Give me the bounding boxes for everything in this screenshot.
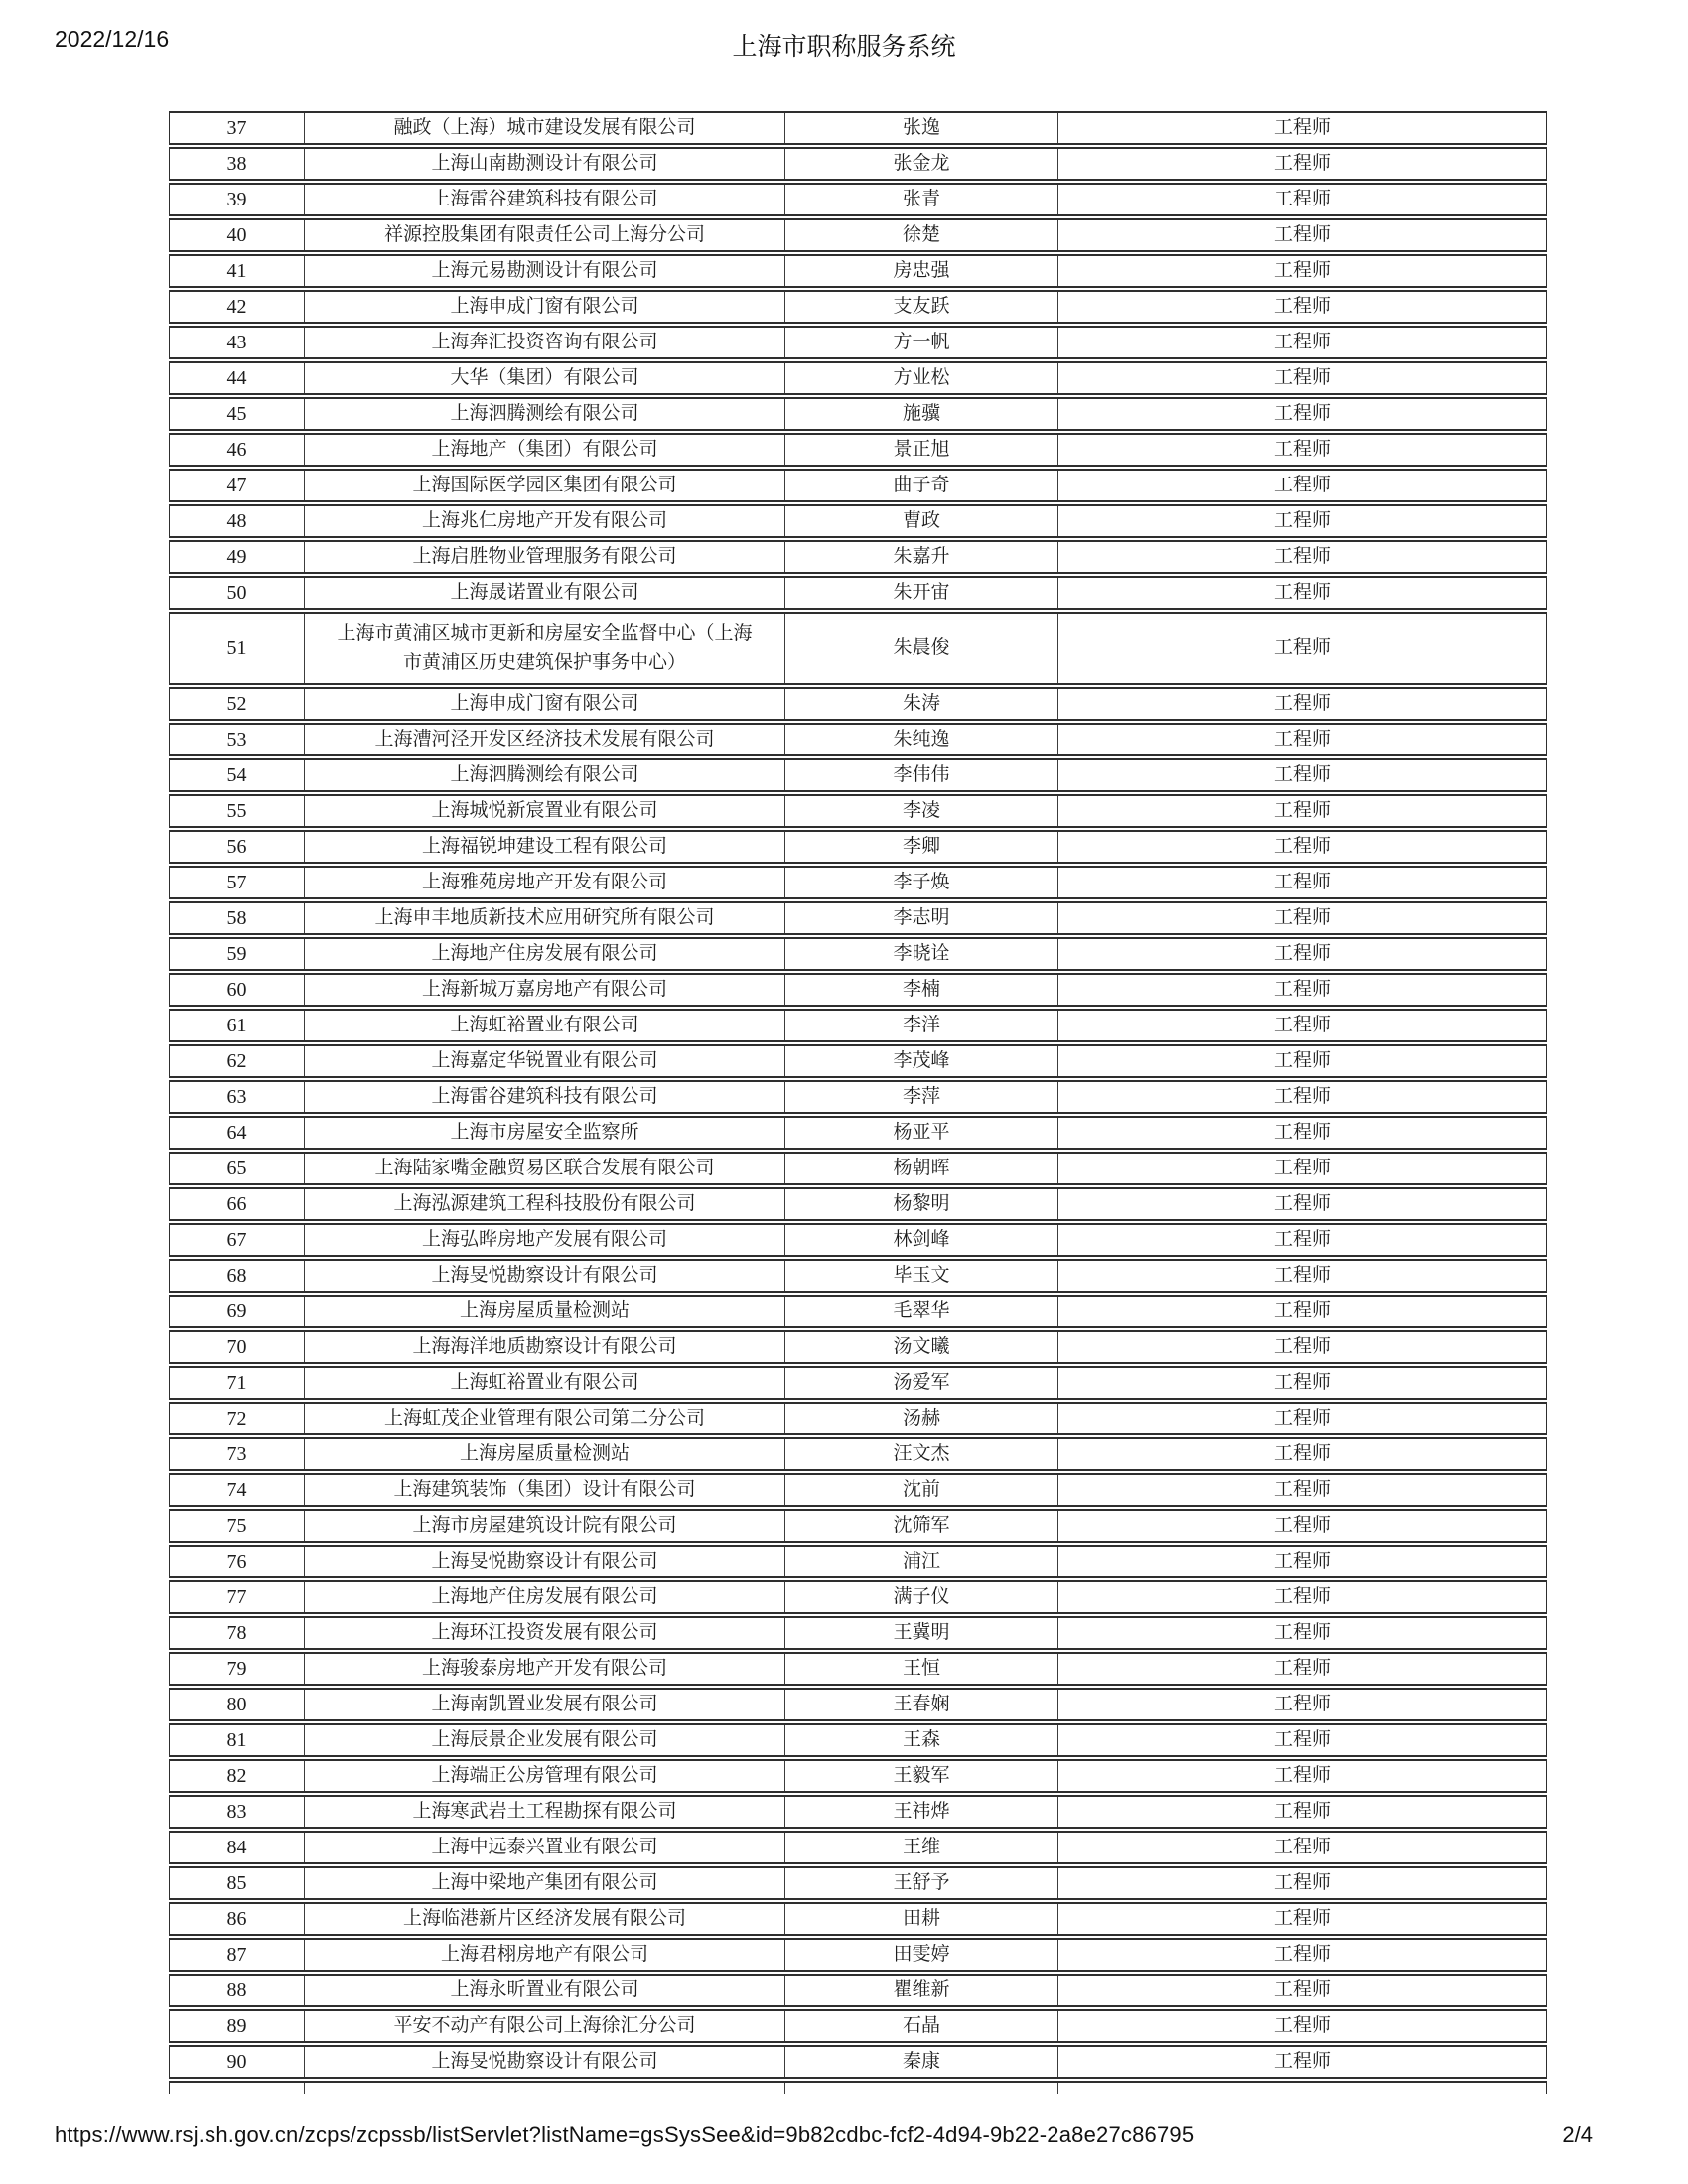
table-row bbox=[169, 2045, 1547, 2079]
row-number-cell: 71 bbox=[170, 1368, 305, 1398]
title-cell: 工程师 bbox=[1273, 367, 1331, 389]
row-number-cell: 54 bbox=[170, 760, 305, 790]
title-cell: 工程师 bbox=[1273, 1694, 1331, 1715]
table-row bbox=[169, 937, 1547, 971]
title-cell: 工程师 bbox=[1273, 1408, 1331, 1430]
titles-table bbox=[169, 111, 1547, 2094]
title-cell: 工程师 bbox=[1273, 2015, 1331, 2037]
title-cell: 工程师 bbox=[1273, 1551, 1331, 1572]
title-cell: 工程师 bbox=[1273, 475, 1331, 496]
company-cell: 上海环江投资发展有限公司 bbox=[305, 1618, 785, 1648]
company-cell: 上海申成门窗有限公司 bbox=[305, 292, 785, 322]
row-number-cell: 60 bbox=[170, 975, 305, 1005]
company-cell: 大华（集团）有限公司 bbox=[305, 363, 785, 393]
table-row bbox=[169, 794, 1547, 828]
name-cell: 王森 bbox=[785, 1725, 1058, 1755]
title-cell: 工程师 bbox=[1273, 582, 1331, 604]
company-cell: 上海漕河泾开发区经济技术发展有限公司 bbox=[305, 725, 785, 754]
title-cell: 工程师 bbox=[1273, 1729, 1331, 1751]
row-number-cell: 43 bbox=[170, 328, 305, 357]
company-cell: 上海申丰地质新技术应用研究所有限公司 bbox=[305, 903, 785, 933]
table-row bbox=[169, 1366, 1547, 1400]
title-cell: 工程师 bbox=[1273, 729, 1331, 751]
title-cell: 工程师 bbox=[1273, 1265, 1331, 1287]
row-number-cell: 57 bbox=[170, 868, 305, 897]
company-cell: 上海新城万嘉房地产有限公司 bbox=[305, 975, 785, 1005]
row-number-cell: 55 bbox=[170, 796, 305, 826]
row-number-cell: 61 bbox=[170, 1011, 305, 1040]
name-cell: 李茂峰 bbox=[785, 1046, 1058, 1076]
name-cell: 施骥 bbox=[785, 399, 1058, 429]
company-cell: 上海虹裕置业有限公司 bbox=[305, 1368, 785, 1398]
title-cell: 工程师 bbox=[1273, 907, 1331, 929]
name-cell: 林剑峰 bbox=[785, 1225, 1058, 1255]
name-cell: 曹政 bbox=[785, 506, 1058, 536]
table-row bbox=[169, 758, 1547, 792]
company-cell: 上海建筑装饰（集团）设计有限公司 bbox=[305, 1475, 785, 1505]
name-cell: 李凌 bbox=[785, 796, 1058, 826]
row-number-cell: 62 bbox=[170, 1046, 305, 1076]
empty-cell bbox=[785, 2083, 1058, 2094]
company-cell: 上海雷谷建筑科技有限公司 bbox=[305, 185, 785, 214]
row-number-cell: 79 bbox=[170, 1654, 305, 1684]
name-cell: 景正旭 bbox=[785, 435, 1058, 465]
name-cell: 张金龙 bbox=[785, 149, 1058, 179]
table-row bbox=[169, 1044, 1547, 1078]
company-cell: 上海地产住房发展有限公司 bbox=[305, 1582, 785, 1612]
empty-cell bbox=[1058, 2083, 1546, 2094]
company-cell: 上海雷谷建筑科技有限公司 bbox=[305, 1082, 785, 1112]
name-cell: 田耕 bbox=[785, 1904, 1058, 1934]
row-number-cell: 46 bbox=[170, 435, 305, 465]
name-cell: 杨朝晖 bbox=[785, 1154, 1058, 1183]
company-cell: 上海启胜物业管理服务有限公司 bbox=[305, 542, 785, 572]
company-cell: 上海晟诺置业有限公司 bbox=[305, 578, 785, 608]
name-cell: 方业松 bbox=[785, 363, 1058, 393]
name-cell: 汤文曦 bbox=[785, 1332, 1058, 1362]
name-cell: 毛翠华 bbox=[785, 1297, 1058, 1326]
table-row bbox=[169, 1509, 1547, 1543]
title-cell: 工程师 bbox=[1273, 189, 1331, 210]
name-cell: 朱开宙 bbox=[785, 578, 1058, 608]
company-cell: 上海兆仁房地产开发有限公司 bbox=[305, 506, 785, 536]
table-row bbox=[169, 1473, 1547, 1507]
row-number-cell: 64 bbox=[170, 1118, 305, 1148]
row-number-cell: 77 bbox=[170, 1582, 305, 1612]
company-cell: 上海陆家嘴金融贸易区联合发展有限公司 bbox=[305, 1154, 785, 1183]
title-cell: 工程师 bbox=[1273, 1122, 1331, 1144]
title-cell: 工程师 bbox=[1273, 2051, 1331, 2073]
row-number-cell: 87 bbox=[170, 1940, 305, 1970]
company-cell: 上海骏泰房地产开发有限公司 bbox=[305, 1654, 785, 1684]
table-row bbox=[169, 1259, 1547, 1293]
table-row bbox=[169, 1866, 1547, 1900]
company-cell: 上海嘉定华锐置业有限公司 bbox=[305, 1046, 785, 1076]
table-row bbox=[169, 1330, 1547, 1364]
table-row bbox=[169, 1759, 1547, 1793]
company-cell: 上海辰景企业发展有限公司 bbox=[305, 1725, 785, 1755]
table-row bbox=[169, 433, 1547, 467]
company-cell: 上海地产住房发展有限公司 bbox=[305, 939, 785, 969]
table-row bbox=[169, 2009, 1547, 2043]
company-cell: 上海雅苑房地产开发有限公司 bbox=[305, 868, 785, 897]
title-cell: 工程师 bbox=[1273, 1944, 1331, 1966]
title-cell: 工程师 bbox=[1273, 1765, 1331, 1787]
company-cell: 上海泗腾测绘有限公司 bbox=[305, 760, 785, 790]
row-number-cell: 56 bbox=[170, 832, 305, 862]
page-number: 2/4 bbox=[1562, 2122, 1593, 2147]
title-cell: 工程师 bbox=[1273, 836, 1331, 858]
company-cell: 上海旻悦勘察设计有限公司 bbox=[305, 1261, 785, 1291]
table-row bbox=[169, 1795, 1547, 1829]
company-cell: 上海市房屋安全监察所 bbox=[305, 1118, 785, 1148]
row-number-cell: 40 bbox=[170, 220, 305, 250]
title-cell: 工程师 bbox=[1273, 1908, 1331, 1930]
name-cell: 王维 bbox=[785, 1833, 1058, 1862]
title-cell: 工程师 bbox=[1273, 1479, 1331, 1501]
name-cell: 杨亚平 bbox=[785, 1118, 1058, 1148]
title-cell: 工程师 bbox=[1273, 403, 1331, 425]
company-cell: 上海旻悦勘察设计有限公司 bbox=[305, 2047, 785, 2077]
name-cell: 李志明 bbox=[785, 903, 1058, 933]
table-row bbox=[169, 397, 1547, 431]
company-cell: 上海君栩房地产有限公司 bbox=[305, 1940, 785, 1970]
name-cell: 李卿 bbox=[785, 832, 1058, 862]
company-cell: 上海福锐坤建设工程有限公司 bbox=[305, 832, 785, 862]
table-row bbox=[169, 1402, 1547, 1435]
title-cell: 工程师 bbox=[1273, 1837, 1331, 1858]
row-number-cell: 90 bbox=[170, 2047, 305, 2077]
title-cell: 工程师 bbox=[1273, 1872, 1331, 1894]
title-cell: 工程师 bbox=[1273, 153, 1331, 175]
row-number-cell: 45 bbox=[170, 399, 305, 429]
table-row bbox=[169, 290, 1547, 324]
row-number-cell: 70 bbox=[170, 1332, 305, 1362]
table-row bbox=[169, 687, 1547, 721]
name-cell: 王祎烨 bbox=[785, 1797, 1058, 1827]
row-number-cell: 88 bbox=[170, 1976, 305, 2005]
title-cell: 工程师 bbox=[1273, 637, 1331, 659]
company-cell: 上海永昕置业有限公司 bbox=[305, 1976, 785, 2005]
table-row bbox=[169, 1652, 1547, 1686]
title-cell: 工程师 bbox=[1273, 546, 1331, 568]
title-cell: 工程师 bbox=[1273, 1443, 1331, 1465]
table-row bbox=[169, 1831, 1547, 1864]
title-cell: 工程师 bbox=[1273, 943, 1331, 965]
row-number-cell: 41 bbox=[170, 256, 305, 286]
title-cell: 工程师 bbox=[1273, 332, 1331, 353]
row-number-cell: 52 bbox=[170, 689, 305, 719]
empty-cell bbox=[305, 2083, 785, 2094]
row-number-cell: 67 bbox=[170, 1225, 305, 1255]
name-cell: 朱晨俊 bbox=[785, 614, 1058, 683]
table-row bbox=[169, 218, 1547, 252]
row-number-cell: 39 bbox=[170, 185, 305, 214]
company-cell: 上海国际医学园区集团有限公司 bbox=[305, 471, 785, 500]
company-cell: 上海虹茂企业管理有限公司第二分公司 bbox=[305, 1404, 785, 1433]
row-number-cell: 51 bbox=[170, 614, 305, 683]
name-cell: 李伟伟 bbox=[785, 760, 1058, 790]
print-header-date: 2022/12/16 bbox=[55, 26, 170, 52]
table-row bbox=[169, 612, 1547, 685]
title-cell: 工程师 bbox=[1273, 1586, 1331, 1608]
title-cell: 工程师 bbox=[1273, 1300, 1331, 1322]
table-row bbox=[169, 1116, 1547, 1150]
name-cell: 沈前 bbox=[785, 1475, 1058, 1505]
title-cell: 工程师 bbox=[1273, 1372, 1331, 1394]
table-row bbox=[169, 1616, 1547, 1650]
title-cell: 工程师 bbox=[1273, 1158, 1331, 1179]
title-cell: 工程师 bbox=[1273, 296, 1331, 318]
company-cell: 上海泓源建筑工程科技股份有限公司 bbox=[305, 1189, 785, 1219]
title-cell: 工程师 bbox=[1273, 1979, 1331, 2001]
company-cell: 上海山南勘测设计有限公司 bbox=[305, 149, 785, 179]
row-number-cell: 89 bbox=[170, 2011, 305, 2041]
title-cell: 工程师 bbox=[1273, 510, 1331, 532]
row-number-cell: 84 bbox=[170, 1833, 305, 1862]
row-number-cell: 44 bbox=[170, 363, 305, 393]
table-row bbox=[169, 1723, 1547, 1757]
name-cell: 沈筛军 bbox=[785, 1511, 1058, 1541]
row-number-cell: 58 bbox=[170, 903, 305, 933]
table-row bbox=[169, 326, 1547, 359]
row-number-cell: 85 bbox=[170, 1868, 305, 1898]
company-cell: 上海房屋质量检测站 bbox=[305, 1297, 785, 1326]
company-cell: 上海寒武岩土工程勘探有限公司 bbox=[305, 1797, 785, 1827]
name-cell: 浦江 bbox=[785, 1547, 1058, 1576]
name-cell: 徐楚 bbox=[785, 220, 1058, 250]
name-cell: 杨黎明 bbox=[785, 1189, 1058, 1219]
name-cell: 石晶 bbox=[785, 2011, 1058, 2041]
row-number-cell: 59 bbox=[170, 939, 305, 969]
row-number-cell: 80 bbox=[170, 1690, 305, 1719]
table-row bbox=[169, 1437, 1547, 1471]
company-cell: 上海虹裕置业有限公司 bbox=[305, 1011, 785, 1040]
row-number-cell: 72 bbox=[170, 1404, 305, 1433]
table-row bbox=[169, 1902, 1547, 1936]
title-cell: 工程师 bbox=[1273, 1622, 1331, 1644]
row-number-cell: 73 bbox=[170, 1439, 305, 1469]
name-cell: 李晓诠 bbox=[785, 939, 1058, 969]
table-row bbox=[169, 1009, 1547, 1042]
table-row bbox=[169, 254, 1547, 288]
company-cell: 祥源控股集团有限责任公司上海分公司 bbox=[305, 220, 785, 250]
table-row bbox=[169, 866, 1547, 899]
table-row bbox=[169, 1580, 1547, 1614]
row-number-cell: 75 bbox=[170, 1511, 305, 1541]
row-number-cell: 86 bbox=[170, 1904, 305, 1934]
company-cell: 上海临港新片区经济发展有限公司 bbox=[305, 1904, 785, 1934]
company-cell: 上海城悦新宸置业有限公司 bbox=[305, 796, 785, 826]
title-cell: 工程师 bbox=[1273, 979, 1331, 1001]
row-number-cell: 53 bbox=[170, 725, 305, 754]
row-number-cell: 65 bbox=[170, 1154, 305, 1183]
row-number-cell: 76 bbox=[170, 1547, 305, 1576]
name-cell: 汪文杰 bbox=[785, 1439, 1058, 1469]
table-row bbox=[169, 504, 1547, 538]
name-cell: 王毅军 bbox=[785, 1761, 1058, 1791]
table-row bbox=[169, 1187, 1547, 1221]
row-number-cell: 66 bbox=[170, 1189, 305, 1219]
title-cell: 工程师 bbox=[1273, 1015, 1331, 1036]
title-cell: 工程师 bbox=[1273, 693, 1331, 715]
company-cell: 上海市黄浦区城市更新和房屋安全监督中心（上海市黄浦区历史建筑保护事务中心） bbox=[305, 614, 785, 683]
name-cell: 毕玉文 bbox=[785, 1261, 1058, 1291]
row-number-cell: 50 bbox=[170, 578, 305, 608]
table-row bbox=[169, 1295, 1547, 1328]
table-row bbox=[169, 1223, 1547, 1257]
name-cell: 李洋 bbox=[785, 1011, 1058, 1040]
name-cell: 支友跃 bbox=[785, 292, 1058, 322]
title-cell: 工程师 bbox=[1273, 117, 1331, 139]
title-cell: 工程师 bbox=[1273, 1336, 1331, 1358]
company-cell: 上海南凯置业发展有限公司 bbox=[305, 1690, 785, 1719]
title-cell: 工程师 bbox=[1273, 1086, 1331, 1108]
name-cell: 王冀明 bbox=[785, 1618, 1058, 1648]
table-row bbox=[169, 111, 1547, 145]
row-number-cell: 69 bbox=[170, 1297, 305, 1326]
table-row bbox=[169, 361, 1547, 395]
name-cell: 房忠强 bbox=[785, 256, 1058, 286]
row-number-cell: 78 bbox=[170, 1618, 305, 1648]
row-number-cell: 47 bbox=[170, 471, 305, 500]
name-cell: 汤赫 bbox=[785, 1404, 1058, 1433]
empty-cell bbox=[170, 2083, 305, 2094]
title-cell: 工程师 bbox=[1273, 224, 1331, 246]
title-cell: 工程师 bbox=[1273, 1515, 1331, 1537]
title-cell: 工程师 bbox=[1273, 1050, 1331, 1072]
company-cell: 上海泗腾测绘有限公司 bbox=[305, 399, 785, 429]
title-cell: 工程师 bbox=[1273, 1801, 1331, 1823]
title-cell: 工程师 bbox=[1273, 764, 1331, 786]
title-cell: 工程师 bbox=[1273, 872, 1331, 893]
table-row bbox=[169, 1152, 1547, 1185]
name-cell: 瞿维新 bbox=[785, 1976, 1058, 2005]
table-row bbox=[169, 469, 1547, 502]
name-cell: 汤爱军 bbox=[785, 1368, 1058, 1398]
name-cell: 张逸 bbox=[785, 113, 1058, 143]
row-number-cell: 38 bbox=[170, 149, 305, 179]
name-cell: 秦康 bbox=[785, 2047, 1058, 2077]
name-cell: 张青 bbox=[785, 185, 1058, 214]
name-cell: 李萍 bbox=[785, 1082, 1058, 1112]
row-number-cell: 63 bbox=[170, 1082, 305, 1112]
table-row bbox=[169, 540, 1547, 574]
table-row bbox=[169, 723, 1547, 756]
company-cell: 上海奔汇投资咨询有限公司 bbox=[305, 328, 785, 357]
row-number-cell: 68 bbox=[170, 1261, 305, 1291]
company-cell: 平安不动产有限公司上海徐汇分公司 bbox=[305, 2011, 785, 2041]
table-row bbox=[169, 1080, 1547, 1114]
name-cell: 方一帆 bbox=[785, 328, 1058, 357]
company-cell: 上海海洋地质勘察设计有限公司 bbox=[305, 1332, 785, 1362]
name-cell: 李子焕 bbox=[785, 868, 1058, 897]
company-cell: 上海旻悦勘察设计有限公司 bbox=[305, 1547, 785, 1576]
row-number-cell: 42 bbox=[170, 292, 305, 322]
table-row bbox=[169, 1938, 1547, 1972]
name-cell: 曲子奇 bbox=[785, 471, 1058, 500]
row-number-cell: 82 bbox=[170, 1761, 305, 1791]
table-row bbox=[169, 1545, 1547, 1578]
row-number-cell: 37 bbox=[170, 113, 305, 143]
table-row bbox=[169, 1688, 1547, 1721]
row-number-cell: 74 bbox=[170, 1475, 305, 1505]
table-row bbox=[169, 147, 1547, 181]
company-cell: 上海房屋质量检测站 bbox=[305, 1439, 785, 1469]
row-number-cell: 81 bbox=[170, 1725, 305, 1755]
page-title: 上海市职称服务系统 bbox=[732, 33, 956, 61]
name-cell: 李楠 bbox=[785, 975, 1058, 1005]
company-cell: 上海元易勘测设计有限公司 bbox=[305, 256, 785, 286]
table-row bbox=[169, 576, 1547, 610]
name-cell: 朱嘉升 bbox=[785, 542, 1058, 572]
name-cell: 王舒予 bbox=[785, 1868, 1058, 1898]
table-row bbox=[169, 973, 1547, 1007]
company-cell: 上海申成门窗有限公司 bbox=[305, 689, 785, 719]
company-cell: 上海中梁地产集团有限公司 bbox=[305, 1868, 785, 1898]
company-cell: 上海弘晔房地产发展有限公司 bbox=[305, 1225, 785, 1255]
name-cell: 朱涛 bbox=[785, 689, 1058, 719]
print-footer-url: https://www.rsj.sh.gov.cn/zcps/zcpssb/listServlet?listName=gsSysSee&id=9b82cdbc-fcf2-4d94-9b22-2a8e27c86795 bbox=[55, 2122, 1195, 2147]
title-cell: 工程师 bbox=[1273, 439, 1331, 461]
title-cell: 工程师 bbox=[1273, 1229, 1331, 1251]
company-cell: 上海市房屋建筑设计院有限公司 bbox=[305, 1511, 785, 1541]
company-cell: 上海端正公房管理有限公司 bbox=[305, 1761, 785, 1791]
title-cell: 工程师 bbox=[1273, 260, 1331, 282]
table-row bbox=[169, 901, 1547, 935]
name-cell: 王恒 bbox=[785, 1654, 1058, 1684]
name-cell: 满子仪 bbox=[785, 1582, 1058, 1612]
company-cell: 上海中远泰兴置业有限公司 bbox=[305, 1833, 785, 1862]
table-row bbox=[169, 830, 1547, 864]
table-row bbox=[169, 183, 1547, 216]
company-cell: 融政（上海）城市建设发展有限公司 bbox=[305, 113, 785, 143]
name-cell: 朱纯逸 bbox=[785, 725, 1058, 754]
name-cell: 田雯婷 bbox=[785, 1940, 1058, 1970]
row-number-cell: 83 bbox=[170, 1797, 305, 1827]
title-cell: 工程师 bbox=[1273, 1193, 1331, 1215]
table-row bbox=[169, 1974, 1547, 2007]
name-cell: 王春娴 bbox=[785, 1690, 1058, 1719]
row-number-cell: 48 bbox=[170, 506, 305, 536]
row-number-cell: 49 bbox=[170, 542, 305, 572]
company-cell: 上海地产（集团）有限公司 bbox=[305, 435, 785, 465]
title-cell: 工程师 bbox=[1273, 1658, 1331, 1680]
title-cell: 工程师 bbox=[1273, 800, 1331, 822]
table-row-clipped bbox=[169, 2081, 1547, 2094]
